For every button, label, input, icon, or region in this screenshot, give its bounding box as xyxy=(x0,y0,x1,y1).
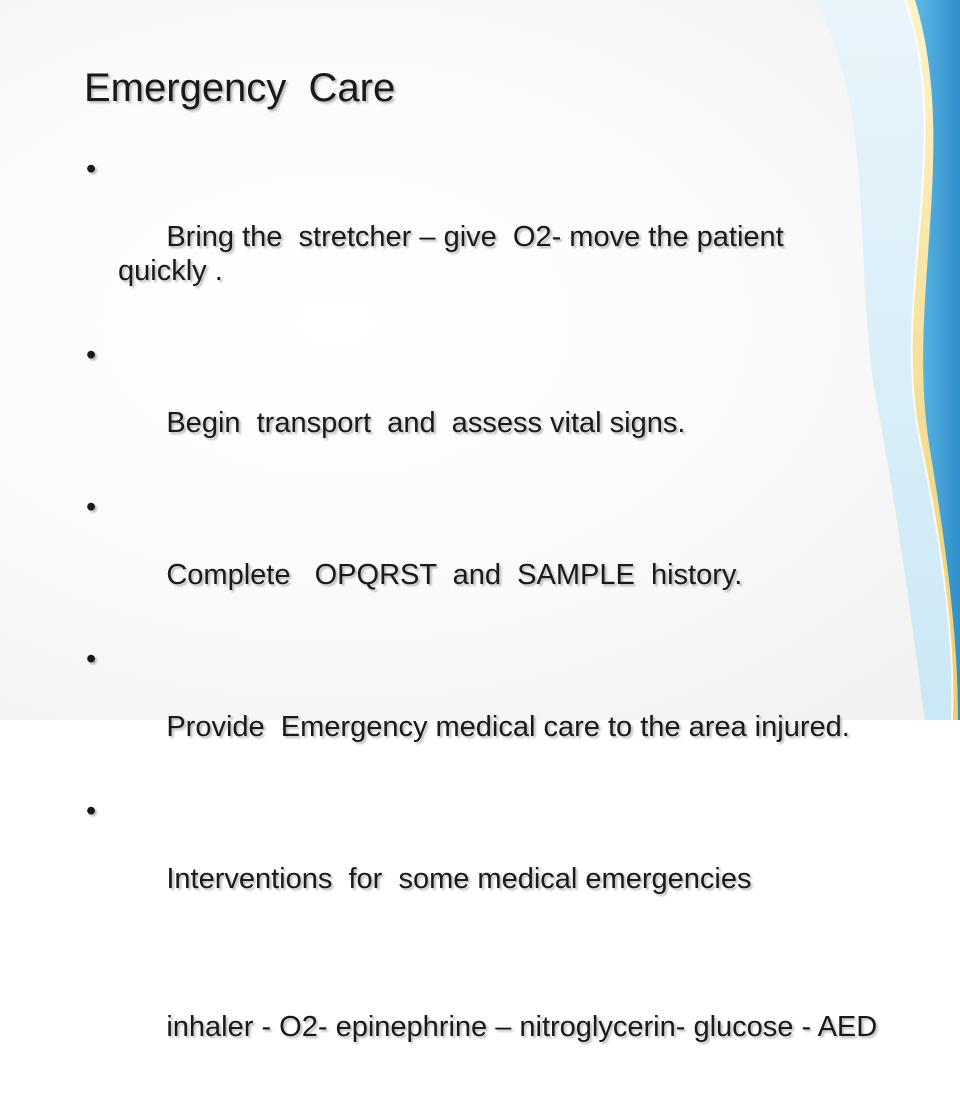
bullet-item xyxy=(82,490,882,626)
bullet-marker: • xyxy=(86,339,97,371)
bullet-item xyxy=(82,642,882,778)
bullet-text: Complete OPQRST and SAMPLE history. xyxy=(166,559,743,591)
bullet-list xyxy=(82,152,882,1094)
bullet-item xyxy=(82,794,882,930)
bullet-text: inhaler - O2- epinephrine – nitroglycerin- glucose - AED xyxy=(166,1011,878,1043)
bullet-text: Provide Emergency medical care to the area injured. xyxy=(166,711,850,743)
bullet-text: Bring the stretcher – give O2- move the patient quickly . xyxy=(118,221,800,287)
bullet-marker: • xyxy=(86,643,97,675)
bullet-marker: • xyxy=(86,153,97,185)
bullet-text: Begin transport and assess vital signs. xyxy=(166,407,686,439)
bullet-text: Interventions for some medical emergencies xyxy=(166,863,752,895)
bullet-continuation xyxy=(82,942,882,1078)
bullet-marker: • xyxy=(86,491,97,523)
slide-title: Emergency Care xyxy=(84,66,396,110)
bullet-item xyxy=(82,152,882,322)
bullet-item xyxy=(82,338,882,474)
bullet-marker: • xyxy=(86,795,97,827)
